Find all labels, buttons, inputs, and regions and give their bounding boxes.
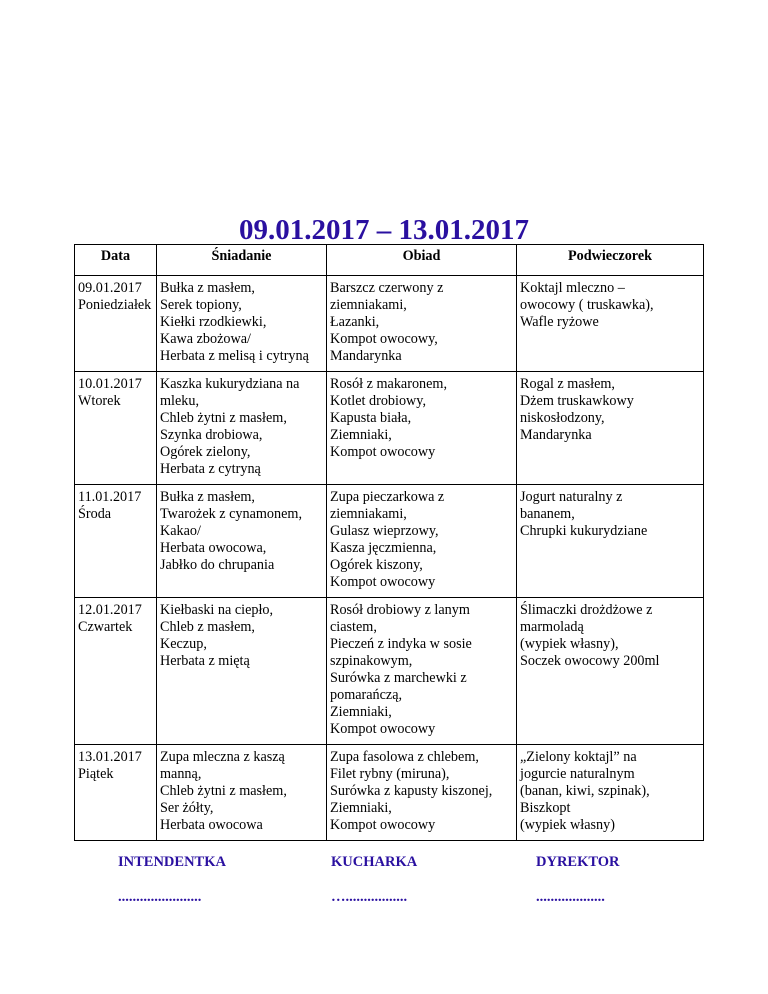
table-row xyxy=(75,372,704,485)
cell-lunch xyxy=(327,745,517,841)
page-title: 09.01.2017 – 13.01.2017 xyxy=(239,214,529,246)
cell-date xyxy=(75,598,157,745)
snack-item: Mandarynka xyxy=(520,427,592,443)
signature-role: INTENDENTKA xyxy=(118,854,226,870)
lunch-item: Łazanki, xyxy=(330,314,380,330)
breakfast-item: Bułka z masłem, xyxy=(160,489,255,505)
snack-item: Dżem truskawkowy xyxy=(520,393,634,409)
day-weekday: Poniedziałek xyxy=(78,297,152,313)
lunch-item: Kotlet drobiowy, xyxy=(330,393,427,409)
lunch-item: Barszcz czerwony z xyxy=(330,280,444,296)
cell-breakfast xyxy=(157,745,327,841)
breakfast-item: Chleb żytni z masłem, xyxy=(160,783,287,799)
breakfast-item: Ogórek zielony, xyxy=(160,444,251,460)
lunch-item: Mandarynka xyxy=(330,348,402,364)
cell-date xyxy=(75,745,157,841)
table-row xyxy=(75,276,704,372)
snack-item: Biszkopt xyxy=(520,800,571,816)
lunch-item: Zupa pieczarkowa z xyxy=(330,489,445,505)
lunch-item: Kompot owocowy xyxy=(330,817,436,833)
signature-line: ................... xyxy=(536,889,605,905)
header-snack: Podwieczorek xyxy=(517,245,704,276)
signature-line: …................. xyxy=(331,889,408,905)
signature-intendentka xyxy=(118,853,226,904)
cell-breakfast xyxy=(157,372,327,485)
cell-snack xyxy=(517,745,704,841)
cell-lunch xyxy=(327,598,517,745)
lunch-item: ziemniakami, xyxy=(330,297,407,313)
cell-snack xyxy=(517,598,704,745)
header-date: Data xyxy=(75,245,157,276)
breakfast-item: Zupa mleczna z kaszą xyxy=(160,749,285,765)
breakfast-item: Herbata owocowa, xyxy=(160,540,267,556)
lunch-item: Rosół z makaronem, xyxy=(330,376,448,392)
breakfast-item: Jabłko do chrupania xyxy=(160,557,275,573)
cell-breakfast xyxy=(157,485,327,598)
day-weekday: Czwartek xyxy=(78,619,133,635)
snack-item: Chrupki kukurydziane xyxy=(520,523,648,539)
lunch-item: Kompot owocowy, xyxy=(330,331,438,347)
snack-item: Koktajl mleczno – xyxy=(520,280,625,296)
signature-dyrektor xyxy=(536,853,620,904)
cell-snack xyxy=(517,276,704,372)
snack-item: Jogurt naturalny z xyxy=(520,489,623,505)
lunch-item: Kompot owocowy xyxy=(330,574,436,590)
lunch-item: Surówka z marchewki z xyxy=(330,670,467,686)
breakfast-item: Kiełbaski na ciepło, xyxy=(160,602,274,618)
snack-item: Wafle ryżowe xyxy=(520,314,599,330)
snack-item: bananem, xyxy=(520,506,575,522)
breakfast-item: Kawa zbożowa/ xyxy=(160,331,251,347)
table-header-row xyxy=(75,245,704,276)
snack-item: jogurcie naturalnym xyxy=(520,766,635,782)
header-breakfast: Śniadanie xyxy=(157,245,327,276)
lunch-item: ciastem, xyxy=(330,619,377,635)
signature-line: ....................... xyxy=(118,889,202,905)
breakfast-item: Kaszka kukurydziana na xyxy=(160,376,300,392)
day-weekday: Środa xyxy=(78,506,112,522)
lunch-item: Zupa fasolowa z chlebem, xyxy=(330,749,479,765)
breakfast-item: Herbata z cytryną xyxy=(160,461,261,477)
lunch-item: pomarańczą, xyxy=(330,687,403,703)
signatures xyxy=(0,853,768,913)
snack-item: Soczek owocowy 200ml xyxy=(520,653,660,669)
snack-item: „Zielony koktajl” na xyxy=(520,749,637,765)
cell-date xyxy=(75,485,157,598)
table-row xyxy=(75,485,704,598)
snack-item: Ślimaczki drożdżowe z xyxy=(520,602,653,618)
breakfast-item: Keczup, xyxy=(160,636,207,652)
breakfast-item: Serek topiony, xyxy=(160,297,242,313)
lunch-item: Kompot owocowy xyxy=(330,444,436,460)
snack-item: niskosłodzony, xyxy=(520,410,605,426)
day-weekday: Wtorek xyxy=(78,393,121,409)
day-date: 11.01.2017 xyxy=(78,489,142,505)
lunch-item: Kasza jęczmienna, xyxy=(330,540,437,556)
day-date: 09.01.2017 xyxy=(78,280,142,296)
breakfast-item: Chleb żytni z masłem, xyxy=(160,410,287,426)
lunch-item: Rosół drobiowy z lanym xyxy=(330,602,470,618)
lunch-item: Kompot owocowy xyxy=(330,721,436,737)
snack-item: Rogal z masłem, xyxy=(520,376,615,392)
breakfast-item: Szynka drobiowa, xyxy=(160,427,263,443)
header-lunch: Obiad xyxy=(327,245,517,276)
table-body xyxy=(75,276,704,841)
lunch-item: Ziemniaki, xyxy=(330,427,392,443)
cell-lunch xyxy=(327,372,517,485)
breakfast-item: Ser żółty, xyxy=(160,800,214,816)
cell-snack xyxy=(517,372,704,485)
lunch-item: ziemniakami, xyxy=(330,506,407,522)
cell-breakfast xyxy=(157,276,327,372)
snack-item: (wypiek własny) xyxy=(520,817,615,833)
breakfast-item: Herbata z miętą xyxy=(160,653,250,669)
day-date: 12.01.2017 xyxy=(78,602,142,618)
breakfast-item: Herbata owocowa xyxy=(160,817,263,833)
lunch-item: szpinakowym, xyxy=(330,653,413,669)
snack-item: (wypiek własny), xyxy=(520,636,619,652)
breakfast-item: Kiełki rzodkiewki, xyxy=(160,314,267,330)
breakfast-item: Bułka z masłem, xyxy=(160,280,255,296)
table-row xyxy=(75,598,704,745)
breakfast-item: Twarożek z cynamonem, xyxy=(160,506,302,522)
lunch-item: Filet rybny (miruna), xyxy=(330,766,450,782)
breakfast-item: Kakao/ xyxy=(160,523,201,539)
signature-role: DYREKTOR xyxy=(536,854,620,870)
signature-role: KUCHARKA xyxy=(331,854,418,870)
cell-snack xyxy=(517,485,704,598)
table-row xyxy=(75,745,704,841)
day-date: 10.01.2017 xyxy=(78,376,142,392)
cell-lunch xyxy=(327,276,517,372)
breakfast-item: Chleb z masłem, xyxy=(160,619,255,635)
lunch-item: Pieczeń z indyka w sosie xyxy=(330,636,472,652)
snack-item: (banan, kiwi, szpinak), xyxy=(520,783,650,799)
lunch-item: Surówka z kapusty kiszonej, xyxy=(330,783,493,799)
snack-item: owocowy ( truskawka), xyxy=(520,297,654,313)
signature-kucharka xyxy=(331,853,417,904)
day-date: 13.01.2017 xyxy=(78,749,142,765)
lunch-item: Ogórek kiszony, xyxy=(330,557,423,573)
breakfast-item: manną, xyxy=(160,766,202,782)
day-weekday: Piątek xyxy=(78,766,114,782)
lunch-item: Kapusta biała, xyxy=(330,410,412,426)
cell-lunch xyxy=(327,485,517,598)
weekly-menu-table xyxy=(74,244,704,841)
lunch-item: Ziemniaki, xyxy=(330,800,392,816)
cell-breakfast xyxy=(157,598,327,745)
lunch-item: Gulasz wieprzowy, xyxy=(330,523,439,539)
cell-date xyxy=(75,276,157,372)
breakfast-item: Herbata z melisą i cytryną xyxy=(160,348,309,364)
lunch-item: Ziemniaki, xyxy=(330,704,392,720)
cell-date xyxy=(75,372,157,485)
snack-item: marmoladą xyxy=(520,619,584,635)
breakfast-item: mleku, xyxy=(160,393,200,409)
